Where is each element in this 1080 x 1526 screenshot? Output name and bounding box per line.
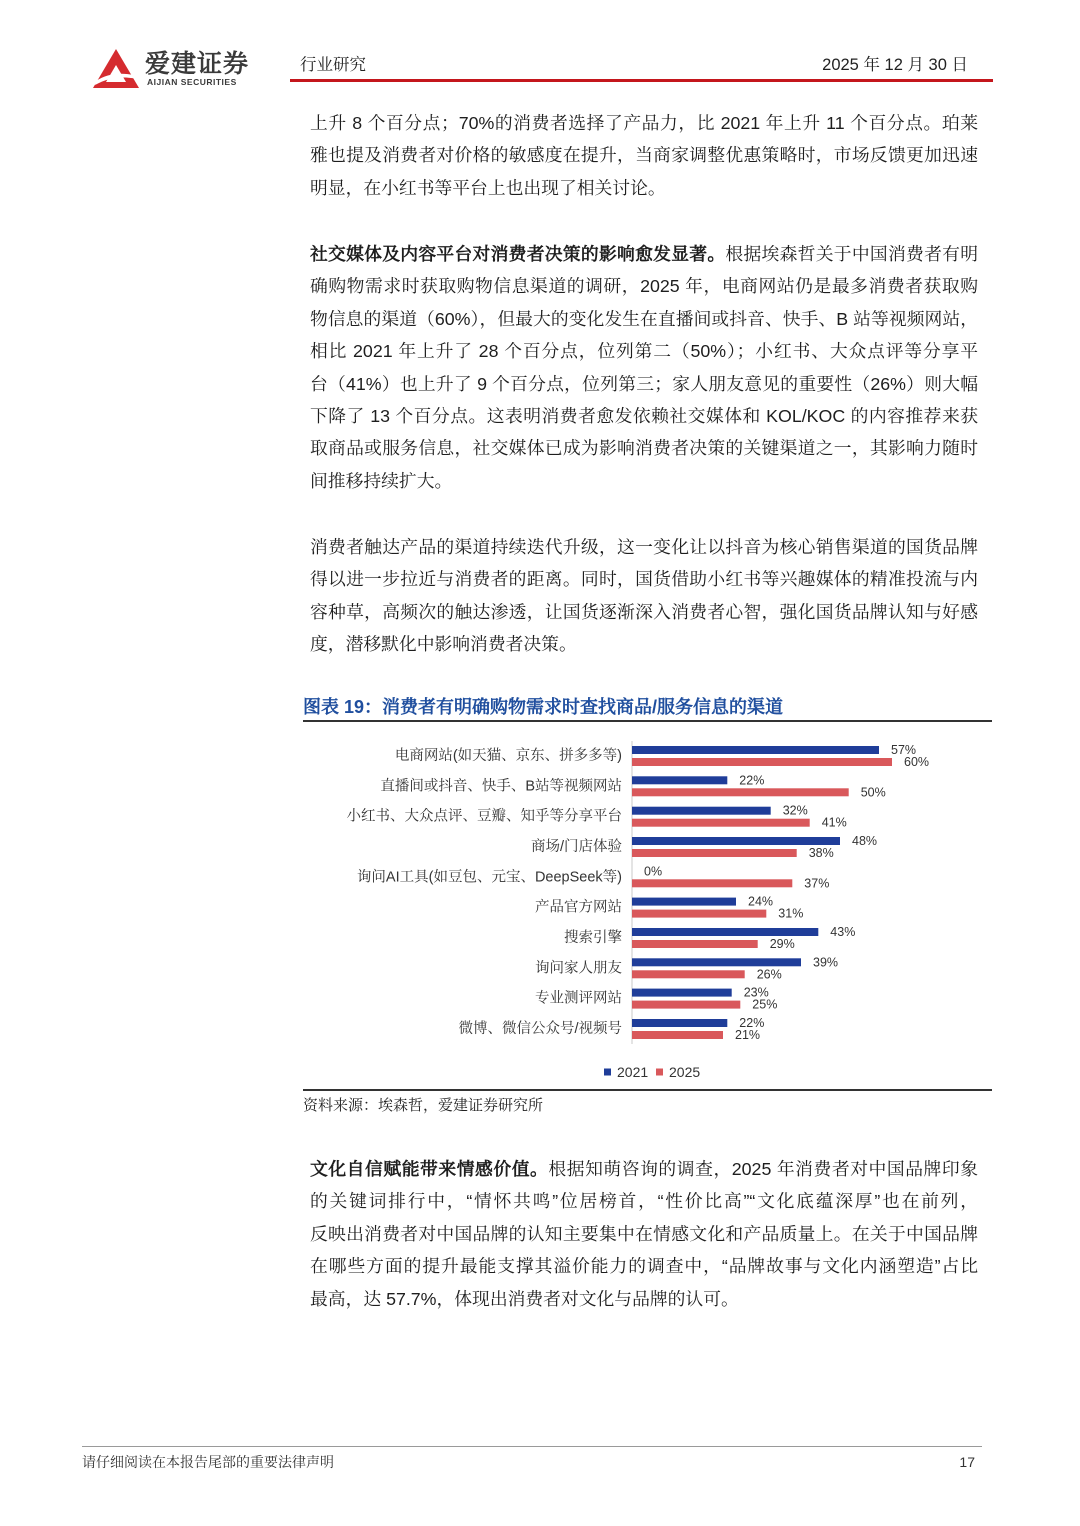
bar-2021-7: [632, 928, 818, 936]
value-label-2025-5: 37%: [804, 876, 830, 891]
paragraph-2-line-4: 相比 2021 年上升了 28 个百分点，位列第二（50%）；小红书、大众点评等分享平: [310, 341, 978, 362]
paragraph-4-line-3: 反映出消费者对中国品牌的认知主要集中在情感文化和产品质量上。在关于中国品牌: [310, 1223, 978, 1244]
paragraph-4-line-2: 的关键词排行中，“情怀共鸣”位居榜首，“性价比高”“文化底蕴深厚”也在前列，: [310, 1191, 978, 1212]
paragraph-1-line-1: 上升 8 个百分点；70%的消费者选择了产品力，比 2021 年上升 11 个百分点。珀莱: [310, 113, 978, 133]
bar-2025-6: [632, 910, 766, 918]
category-label-4: 商场/门店体验: [530, 839, 622, 855]
value-label-2025-10: 21%: [735, 1028, 761, 1042]
paragraph-3-line-2: 得以进一步拉近与消费者的距离。同时，国货借助小红书等兴趣媒体的精准投流与内: [310, 569, 978, 590]
bar-2025-1: [632, 758, 892, 766]
value-label-2021-2: 22%: [739, 773, 765, 788]
paragraph-2-line-5: 台（41%）也上升了 9 个百分点，位列第三；家人朋友意见的重要性（26%）则大幅: [310, 373, 978, 394]
bar-2021-1: [632, 746, 879, 754]
value-label-2025-3: 41%: [821, 815, 847, 830]
paragraph-1-line-3: 明显，在小红书等平台上也出现了相关讨论。: [310, 177, 666, 198]
legend-label-2021: 2021: [617, 1064, 649, 1080]
logo-wordmark-cn: 爱建证券: [145, 50, 250, 78]
value-label-2021-7: 43%: [830, 925, 856, 939]
paragraph-2-line-8: 间推移持续扩大。: [310, 470, 453, 491]
bar-2021-2: [632, 776, 727, 784]
bar-2021-6: [632, 898, 736, 906]
legal-disclaimer-note: 请仔细阅读在本报告尾部的重要法律声明: [82, 1454, 334, 1470]
category-label-8: 询问家人朋友: [535, 960, 622, 977]
bar-2021-4: [632, 837, 840, 845]
paragraph-2-line-1-text: 根据埃森哲关于中国消费者有明: [725, 244, 978, 264]
paragraph-4-line-4: 在哪些方面的提升最能支撑其溢价能力的调查中，“品牌故事与文化内涵塑造”占比: [310, 1256, 978, 1277]
category-label-3: 小红书、大众点评、豆瓣、知乎等分享平台: [346, 808, 622, 825]
category-label-2: 直播间或抖音、快手、B站等视频网站: [380, 778, 622, 795]
report-date: 2025 年 12 月 30 日: [822, 56, 968, 74]
paragraph-3: [310, 531, 978, 661]
value-label-2021-4: 48%: [852, 834, 878, 848]
paragraph-4-line-1-text: 根据知萌咨询的调查，2025 年消费者对中国品牌印象: [548, 1159, 978, 1179]
bar-2021-3: [632, 807, 771, 815]
paragraph-4-line-5: 最高，达 57.7%，体现出消费者对文化与品牌的认可。: [310, 1288, 739, 1309]
paragraph-1-line-2: 雅也提及消费者对价格的敏感度在提升，当商家调整优惠策略时，市场反馈更加迅速: [310, 145, 978, 166]
paragraph-2-line-3: 物信息的渠道（60%），但最大的变化发生在直播间或抖音、快手、B 站等视频网站，: [310, 308, 978, 329]
value-label-2021-10: 22%: [739, 1016, 765, 1030]
value-label-2021-8: 39%: [813, 955, 839, 970]
bar-2025-10: [632, 1031, 723, 1039]
bar-2025-2: [632, 788, 849, 796]
category-label-6: 产品官方网站: [535, 899, 622, 916]
paragraph-4-lead: 文化自信赋能带来情感价值。: [310, 1159, 549, 1179]
bar-chart: [303, 722, 992, 1088]
bar-2025-7: [632, 940, 758, 948]
bar-2021-10: [632, 1019, 727, 1027]
bar-2021-8: [632, 958, 801, 966]
aijian-logo-icon: [92, 48, 140, 90]
paragraph-3-line-4: 度，潜移默化中影响消费者决策。: [310, 634, 577, 655]
legend-swatch-2021: [604, 1069, 611, 1076]
paragraph-2-line-1: [310, 238, 978, 270]
bar-2025-3: [632, 819, 810, 827]
chart-title: 图表 19：消费者有明确购物需求时查找商品/服务信息的渠道: [303, 697, 784, 717]
paragraph-1: [310, 107, 978, 204]
value-label-2025-9: 25%: [752, 997, 778, 1012]
category-label-7: 搜索引擎: [564, 930, 622, 946]
paragraph-4-line-1: [310, 1153, 978, 1185]
value-label-2021-1: 57%: [891, 743, 917, 757]
bar-2025-9: [632, 1001, 740, 1009]
paragraph-2-line-6: 下降了 13 个百分点。这表明消费者愈发依赖社交媒体和 KOL/KOC 的内容推荐来获: [310, 405, 978, 426]
value-label-2021-3: 32%: [782, 803, 808, 818]
value-label-2025-2: 50%: [860, 785, 886, 800]
report-section-label: 行业研究: [300, 56, 366, 74]
value-label-2021-5: 0%: [644, 864, 663, 879]
legend: [604, 1064, 700, 1080]
footer-divider: [82, 1446, 982, 1447]
category-label-5: 询问AI工具(如豆包、元宝、DeepSeek等): [356, 869, 622, 886]
chart-source-note: 资料来源：埃森哲，爱建证券研究所: [303, 1097, 544, 1114]
value-label-2025-8: 26%: [756, 967, 782, 982]
chart-bottom-rule: [303, 1089, 992, 1091]
paragraph-3-line-1: 消费者触达产品的渠道持续迭代升级，这一变化让以抖音为核心销售渠道的国货品牌: [310, 537, 978, 557]
value-label-2025-4: 38%: [808, 846, 834, 860]
value-label-2021-9: 23%: [743, 985, 769, 1000]
bar-2021-9: [632, 989, 732, 997]
value-label-2025-6: 31%: [778, 906, 804, 921]
category-label-9: 专业测评网站: [535, 990, 622, 1007]
paragraph-3-line-3: 容种草，高频次的触达渗透，让国货逐渐深入消费者心智，强化国货品牌认知与好感: [310, 601, 978, 622]
legend-swatch-2025: [656, 1069, 663, 1076]
header-divider: [290, 79, 993, 82]
paragraph-2: [310, 238, 978, 497]
value-label-2025-1: 60%: [904, 755, 930, 769]
paragraph-4: [310, 1153, 978, 1315]
bar-2025-4: [632, 849, 797, 857]
page-number: 17: [959, 1454, 975, 1470]
paragraph-2-lead: 社交媒体及内容平台对消费者决策的影响愈发显著。: [310, 244, 726, 264]
paragraph-2-line-7: 取商品或服务信息，社交媒体已成为影响消费者决策的关键渠道之一，其影响力随时: [310, 438, 978, 459]
bar-2025-8: [632, 970, 745, 978]
category-label-10: 微博、微信公众号/视频号: [458, 1021, 622, 1037]
value-label-2021-6: 24%: [748, 894, 774, 909]
logo-wordmark-en: AIJIAN SECURITIES: [147, 77, 237, 87]
legend-label-2025: 2025: [669, 1064, 701, 1080]
bar-2025-5: [632, 879, 792, 887]
category-label-1: 电商网站(如天猫、京东、拼多多等): [394, 748, 622, 764]
value-label-2025-7: 29%: [769, 937, 795, 951]
paragraph-2-line-2: 确购物需求时获取购物信息渠道的调研，2025 年，电商网站仍是最多消费者获取购: [310, 276, 978, 297]
